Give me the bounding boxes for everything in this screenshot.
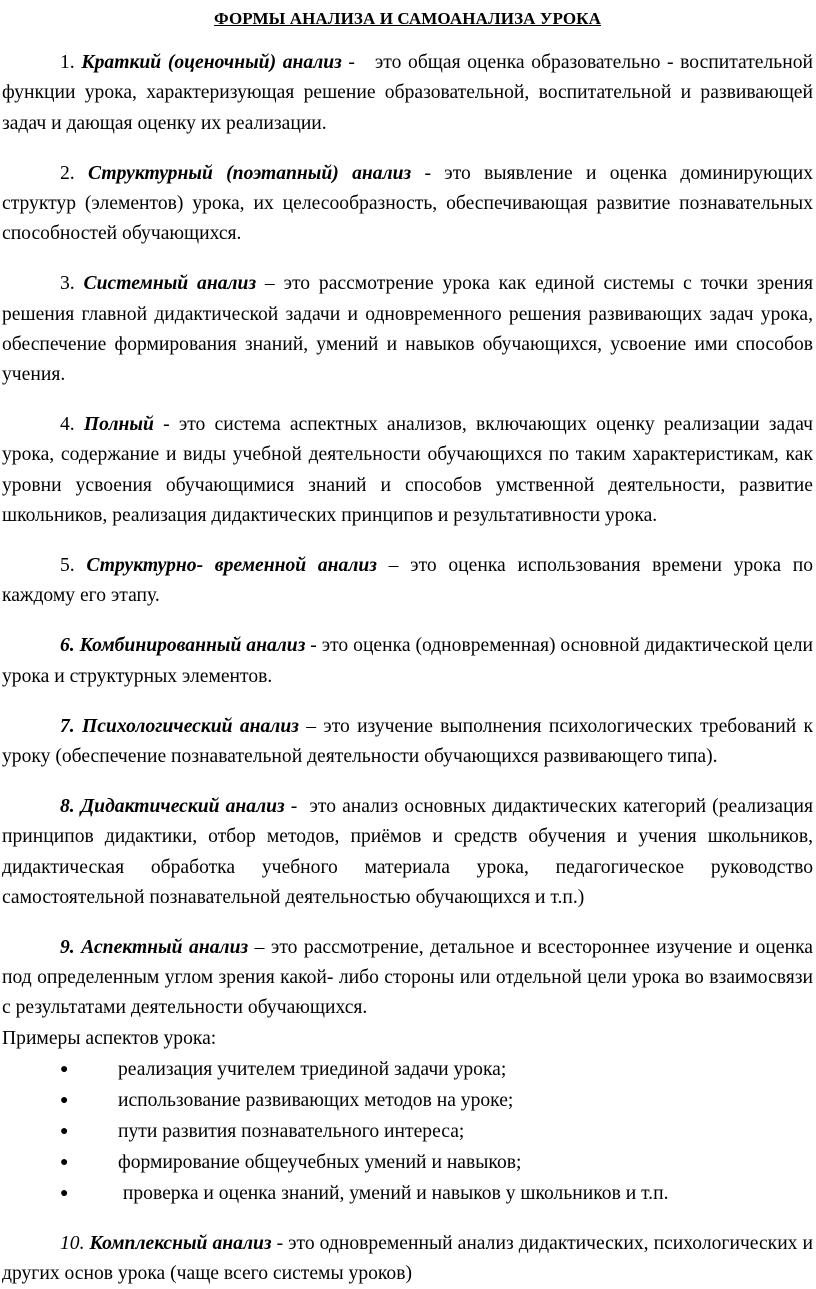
aspect-text: проверка и оценка знаний, умений и навыков у школьников и т.п. [118,1182,669,1204]
item-number: 3. [60,273,75,295]
list-item-8 [2,792,813,913]
item-text: это анализ основных дидактических категорий (реализация принципов дидактики, отбор методов, приёмов и средств обучения и учения школьников, дидактическая обработка учебного материала урока, педагогическое руководство самостоятельной познавательной деятельностью обучающихся и т.п.) [2,796,813,908]
item-term: Комплексный анализ [89,1232,272,1254]
aspect-text: пути развития познавательного интереса; [118,1120,465,1142]
item-separator: – [256,273,275,295]
aspect-item [2,1054,813,1085]
item-separator: - [341,52,355,74]
bullet-icon: ● [60,1185,69,1201]
item-number: 1. [60,52,75,74]
item-term: Структурно- временной анализ [86,555,377,577]
aspect-item [2,1085,813,1116]
list-item-1 [2,48,813,139]
item-number: 4. [60,414,75,436]
aspect-item [2,1178,813,1209]
bullet-icon: ● [60,1061,69,1077]
list-item-10 [2,1229,813,1289]
list-item-3 [2,269,813,390]
list-item-4 [2,410,813,531]
page-title: ФОРМЫ АНАЛИЗА И САМОАНАЛИЗА УРОКА [214,9,601,28]
aspect-text: реализация учителем триединой задачи урока; [118,1058,507,1080]
list-item-6 [2,631,813,691]
item-text: это оценка (одновременная) основной дидактической цели урока и структурных элементов. [2,635,813,687]
item-separator: - [411,162,431,184]
item-separator: – [298,715,316,737]
item-term: Структурный (поэтапный) анализ [88,162,412,184]
item-text: это одновременный анализ дидактических, психологических и других основ урока (чаще всего системы уроков) [2,1232,813,1285]
item-number: 8. [60,796,75,818]
item-text: это система аспектных анализов, включающих оценку реализации задач урока, содержание и виды учебной деятельности обучающихся по таким характеристикам, как уровни усвоения обучающимися знаний и способов умственной деятельности, развитие школьников, реализация дидактических принципов и результативности урока. [2,414,813,526]
list-item-9 [2,933,813,1054]
list-item-5 [2,551,813,611]
list-item-2 [2,159,813,250]
item-number: 10. [60,1232,85,1254]
item-separator: - [153,414,170,436]
aspect-text: формирование общеучебных умений и навыков; [118,1151,522,1173]
bullet-icon: ● [60,1092,69,1108]
item-text: это рассмотрение урока как единой системы с точки зрения решения главной дидактической задачи и одновременного решения развивающих задач урока, обеспечение формирования знаний, умений и навыков обучающихся, усвоение ими способов учения. [2,273,814,386]
aspect-item [2,1116,813,1147]
list-item-7 [2,712,813,772]
item-text: это общая оценка образовательно - воспитательной функции урока, характеризующая решение образовательной, воспитательной и развивающей задач и дающая оценку их реализации. [2,52,813,134]
item-number: 6. [60,635,75,657]
item-text: это изучение выполнения психологических требований к уроку (обеспечение познавательной деятельности обучающихся развивающего типа). [2,715,814,768]
item-term: Краткий (оценочный) анализ [81,52,342,74]
aspects-list [2,1054,813,1209]
item-text: это оценка использования времени урока по каждому его этапу. [2,555,814,607]
item-term: Психологический анализ [81,715,299,737]
item-number: 2. [60,162,75,184]
item-term: Полный [83,414,154,436]
item-term: Системный анализ [83,273,257,295]
item-term: Аспектный анализ [81,937,249,959]
item-text: это выявление и оценка доминирующих структур (элементов) урока, их целесообразность, обеспечивающая развитие познавательных способностей обучающихся. [2,162,813,245]
aspect-text: использование развивающих методов на уроке; [118,1089,514,1111]
item-separator: – [376,555,399,577]
item-term: Комбинированный анализ [79,635,306,657]
item-number: 9. [60,937,75,959]
item-separator: - [271,1232,284,1254]
item-number: 5. [60,555,75,577]
item-text: это рассмотрение, детальное и всестороннее изучение и оценка под определенным углом зрения какой- либо стороны или отдельной цели урока во взаимосвязи с результатами деятельности обучающихся. [2,937,813,1019]
item-separator: – [248,937,265,959]
item-term: Дидактический анализ [80,796,285,818]
bullet-icon: ● [60,1154,69,1170]
item-separator: - [305,635,317,657]
item-number: 7. [60,715,75,737]
bullet-icon: ● [60,1123,69,1139]
aspect-item [2,1147,813,1178]
aspects-intro: Примеры аспектов урока: [2,1027,217,1049]
item-separator: - [284,796,298,818]
